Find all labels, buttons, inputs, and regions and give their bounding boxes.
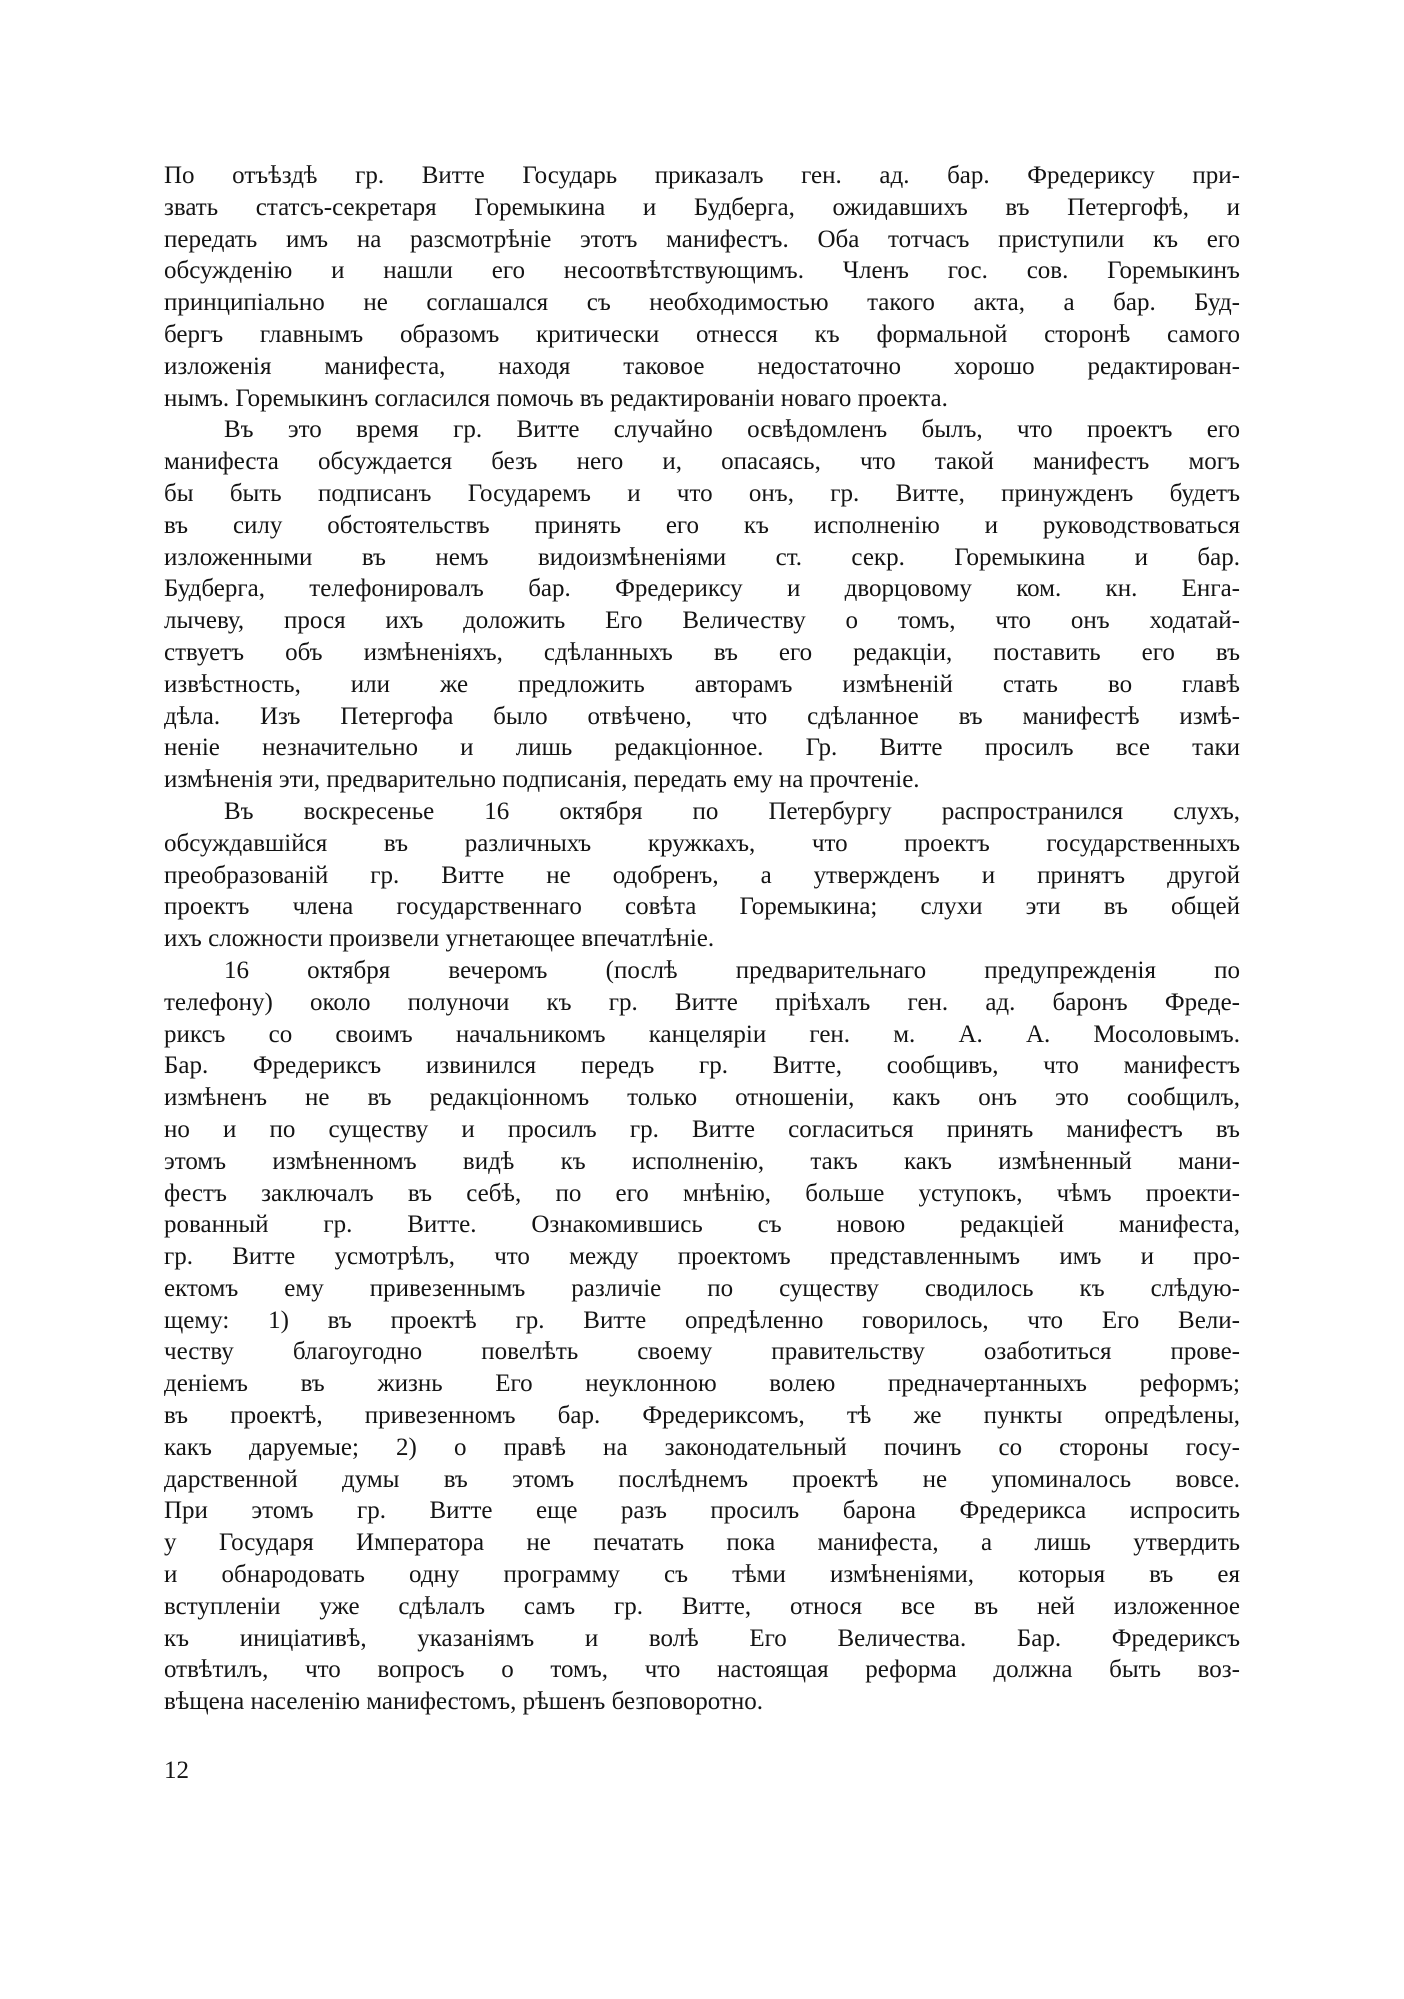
text-line: извѣстность, или же предложить авторамъ измѣненій стать во главѣ xyxy=(164,670,1240,698)
text-line: но и по существу и просилъ гр. Витте согласиться принять манифестъ въ xyxy=(164,1115,1240,1143)
text-line: При этомъ гр. Витте еще разъ просилъ барона Фредерикса испросить xyxy=(164,1497,1240,1525)
text-line: ствуетъ объ измѣненіяхъ, сдѣланныхъ въ его редакціи, поставить его въ xyxy=(164,638,1240,666)
text-line: отвѣтилъ, что вопросъ о томъ, что настоящая реформа должна быть воз- xyxy=(164,1656,1240,1684)
text-line: Въ это время гр. Витте случайно освѣдомленъ былъ, что проектъ его xyxy=(224,416,1240,444)
text-line: какъ даруемые; 2) о правѣ на законодательный починъ со стороны госу- xyxy=(164,1433,1240,1461)
text-line: къ иниціативѣ, указаніямъ и волѣ Его Величества. Бар. Фредериксъ xyxy=(164,1624,1240,1652)
text-line: манифеста обсуждается безъ него и, опасаясь, что такой манифестъ могъ xyxy=(164,448,1240,476)
text-line: риксъ со своимъ начальникомъ канцеляріи ген. м. А. А. Мосоловымъ. xyxy=(164,1020,1240,1048)
text-line: деніемъ въ жизнь Его неуклонною волею предначертанныхъ реформъ; xyxy=(164,1370,1240,1398)
text-line: ихъ сложности произвели угнетающее впечатлѣніе. xyxy=(164,925,715,953)
text-line: честву благоугодно повелѣть своему правительству озаботиться прове- xyxy=(164,1338,1240,1366)
text-line: обсужденію и нашли его несоотвѣтствующимъ. Членъ гос. сов. Горемыкинъ xyxy=(164,257,1240,285)
text-line: у Государя Императора не печатать пока манифеста, а лишь утвердить xyxy=(164,1529,1240,1557)
text-line: дѣла. Изъ Петергофа было отвѣчено, что сдѣланное въ манифестѣ измѣ- xyxy=(164,702,1240,730)
text-line: бергъ главнымъ образомъ критически отнесся къ формальной сторонѣ самого xyxy=(164,320,1240,348)
text-line: изложенія манифеста, находя таковое недостаточно хорошо редактирован- xyxy=(164,352,1240,380)
text-line: въ силу обстоятельствъ принять его къ исполненію и руководствоваться xyxy=(164,511,1240,539)
text-line: гр. Витте усмотрѣлъ, что между проектомъ представленнымъ имъ и про- xyxy=(164,1243,1240,1271)
text-line: принципіально не соглашался съ необходимостью такого акта, а бар. Буд- xyxy=(164,289,1240,317)
text-line: лычеву, прося ихъ доложить Его Величеству о томъ, что онъ ходатай- xyxy=(164,607,1240,635)
text-line: изложенными въ немъ видоизмѣненіями ст. секр. Горемыкина и бар. xyxy=(164,543,1240,571)
text-line: ектомъ ему привезеннымъ различіе по существу сводилось къ слѣдую- xyxy=(164,1274,1240,1302)
text-line: Въ воскресенье 16 октября по Петербургу распространился слухъ, xyxy=(224,797,1240,825)
text-line: преобразованій гр. Витте не одобренъ, а утвержденъ и принятъ другой xyxy=(164,861,1240,889)
text-line: звать статсъ-секретаря Горемыкина и Будберга, ожидавшихъ въ Петергофѣ, и xyxy=(164,193,1240,221)
text-line: 16 октября вечеромъ (послѣ предварительнаго предупрежденія по xyxy=(224,956,1240,984)
text-line: измѣненъ не въ редакціонномъ только отношеніи, какъ онъ это сообщилъ, xyxy=(164,1084,1240,1112)
text-line: бы быть подписанъ Государемъ и что онъ, гр. Витте, принужденъ будетъ xyxy=(164,479,1240,507)
text-line: и обнародовать одну программу съ тѣми измѣненіями, которыя въ ея xyxy=(164,1561,1240,1589)
text-line: проектъ члена государственнаго совѣта Горемыкина; слухи эти въ общей xyxy=(164,893,1240,921)
text-line: телефону) около полуночи къ гр. Витте пріѣхалъ ген. ад. баронъ Фреде- xyxy=(164,988,1240,1016)
text-line: дарственной думы въ этомъ послѣднемъ проектѣ не упоминалось вовсе. xyxy=(164,1465,1240,1493)
text-line: вѣщена населенію манифестомъ, рѣшенъ безповоротно. xyxy=(164,1688,764,1716)
page-number: 12 xyxy=(164,1757,189,1784)
body-text xyxy=(164,160,1240,1718)
text-line: передать имъ на разсмотрѣніе этотъ манифестъ. Оба тотчасъ приступили къ его xyxy=(164,225,1240,253)
text-line: фестъ заключалъ въ себѣ, по его мнѣнію, больше уступокъ, чѣмъ проекти- xyxy=(164,1179,1240,1207)
text-line: въ проектѣ, привезенномъ бар. Фредериксомъ, тѣ же пункты опредѣлены, xyxy=(164,1402,1240,1430)
text-line: обсуждавшійся въ различныхъ кружкахъ, что проектъ государственныхъ xyxy=(164,829,1240,857)
text-line: этомъ измѣненномъ видѣ къ исполненію, такъ какъ измѣненный мани- xyxy=(164,1147,1240,1175)
text-line: измѣненія эти, предварительно подписанія, передать ему на прочтеніе. xyxy=(164,766,920,794)
text-line: вступленіи уже сдѣлалъ самъ гр. Витте, относя все въ ней изложенное xyxy=(164,1592,1240,1620)
text-line: рованный гр. Витте. Ознакомившись съ новою редакціей манифеста, xyxy=(164,1211,1240,1239)
text-line: нымъ. Горемыкинъ согласился помочь въ редактированіи новаго проекта. xyxy=(164,384,948,412)
text-line: Будберга, телефонировалъ бар. Фредериксу и дворцовому ком. кн. Енга- xyxy=(164,575,1240,603)
text-line: Бар. Фредериксъ извинился передъ гр. Витте, сообщивъ, что манифестъ xyxy=(164,1052,1240,1080)
text-line: щему: 1) въ проектѣ гр. Витте опредѣленно говорилось, что Его Вели- xyxy=(164,1306,1240,1334)
text-line: неніе незначительно и лишь редакціонное. Гр. Витте просилъ все таки xyxy=(164,734,1240,762)
text-line: По отъѣздѣ гр. Витте Государь приказалъ ген. ад. бар. Фредериксу при- xyxy=(164,162,1240,189)
